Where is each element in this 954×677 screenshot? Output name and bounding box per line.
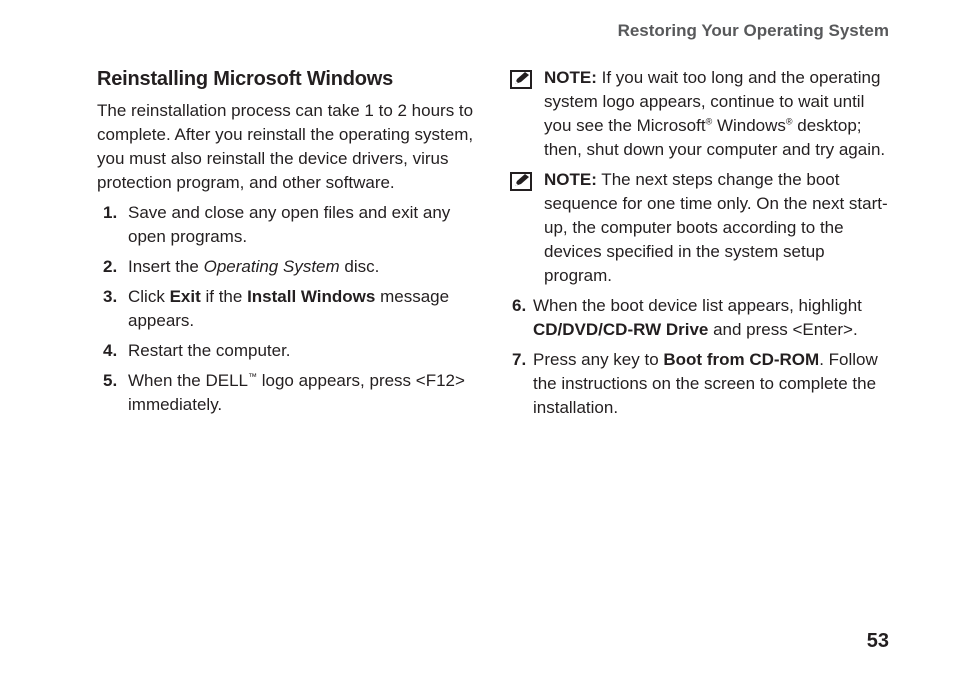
step-item xyxy=(97,201,477,249)
registered-symbol: ® xyxy=(705,116,713,127)
running-header: Restoring Your Operating System xyxy=(617,21,889,40)
step-number: 1. xyxy=(103,203,118,222)
step-text: Restart the computer. xyxy=(128,341,291,360)
step-text xyxy=(533,294,895,342)
install-windows-label: Install Windows xyxy=(247,287,376,306)
step-text-part: if the xyxy=(200,287,248,306)
steps-list-left xyxy=(97,201,477,417)
step-item xyxy=(510,294,895,342)
step-text-part: logo appears, press <F12> immediately. xyxy=(128,371,465,414)
section-heading: Reinstalling Microsoft Windows xyxy=(97,68,394,90)
note-label: NOTE: xyxy=(544,68,597,87)
step-text-part: Click xyxy=(128,287,170,306)
note-text-part: Windows xyxy=(712,116,786,135)
step-text xyxy=(533,348,895,420)
trademark-symbol: ™ xyxy=(248,371,258,382)
step-number: 5. xyxy=(103,371,118,390)
note-text-part: desktop; then, shut down your computer and try again. xyxy=(544,116,886,159)
cd-drive-label: CD/DVD/CD-RW Drive xyxy=(533,320,709,339)
step-item xyxy=(97,339,477,363)
step-number: 7. xyxy=(512,350,527,369)
note-text-part: If you wait too long and the operating system logo appears, continue to wait until you see the Microsoft xyxy=(544,68,881,135)
note-text xyxy=(544,66,895,162)
note-label: NOTE: xyxy=(544,170,597,189)
step-number: 3. xyxy=(103,287,118,306)
note-block xyxy=(510,66,895,162)
step-item xyxy=(97,255,477,279)
step-text-part: and press <Enter>. xyxy=(708,320,858,339)
step-text: Save and close any open files and exit any open programs. xyxy=(128,203,451,246)
note-pencil-icon xyxy=(510,168,544,288)
left-column xyxy=(97,66,477,423)
step-number: 6. xyxy=(512,296,527,315)
step-text-part: Press any key to xyxy=(533,350,664,369)
page-number: 53 xyxy=(866,630,889,652)
step-text xyxy=(128,285,477,333)
step-item xyxy=(97,285,477,333)
step-text xyxy=(128,369,477,417)
note-text xyxy=(544,168,895,288)
step-item xyxy=(97,369,477,417)
note-block xyxy=(510,168,895,288)
step-text-part: disc. xyxy=(339,257,380,276)
step-text-part: When the DELL xyxy=(128,371,249,390)
step-text-part: . Follow the instructions on the screen to complete the installation. xyxy=(533,350,878,417)
step-item xyxy=(510,348,895,420)
note-text-part: The next steps change the boot sequence for one time only. On the next start-up, the computer boots according to the devices specified in the system setup program. xyxy=(544,170,888,285)
note-pencil-icon xyxy=(510,66,544,162)
step-text-part: When the boot device list appears, highlight xyxy=(533,296,862,315)
exit-label: Exit xyxy=(169,287,201,306)
intro-paragraph: The reinstallation process can take 1 to 2 hours to complete. After you reinstall the operating system, you must also reinstall the device drivers, virus protection program, and other software. xyxy=(97,101,474,192)
step-text xyxy=(128,255,477,279)
right-column xyxy=(510,66,895,426)
step-number: 2. xyxy=(103,257,118,276)
disc-name: Operating System xyxy=(203,257,340,276)
boot-option-label: Boot from CD-ROM xyxy=(663,350,820,369)
registered-symbol: ® xyxy=(785,116,793,127)
step-text-part: message appears. xyxy=(128,287,450,330)
steps-list-right xyxy=(510,294,895,420)
step-number: 4. xyxy=(103,341,118,360)
step-text-part: Insert the xyxy=(128,257,204,276)
